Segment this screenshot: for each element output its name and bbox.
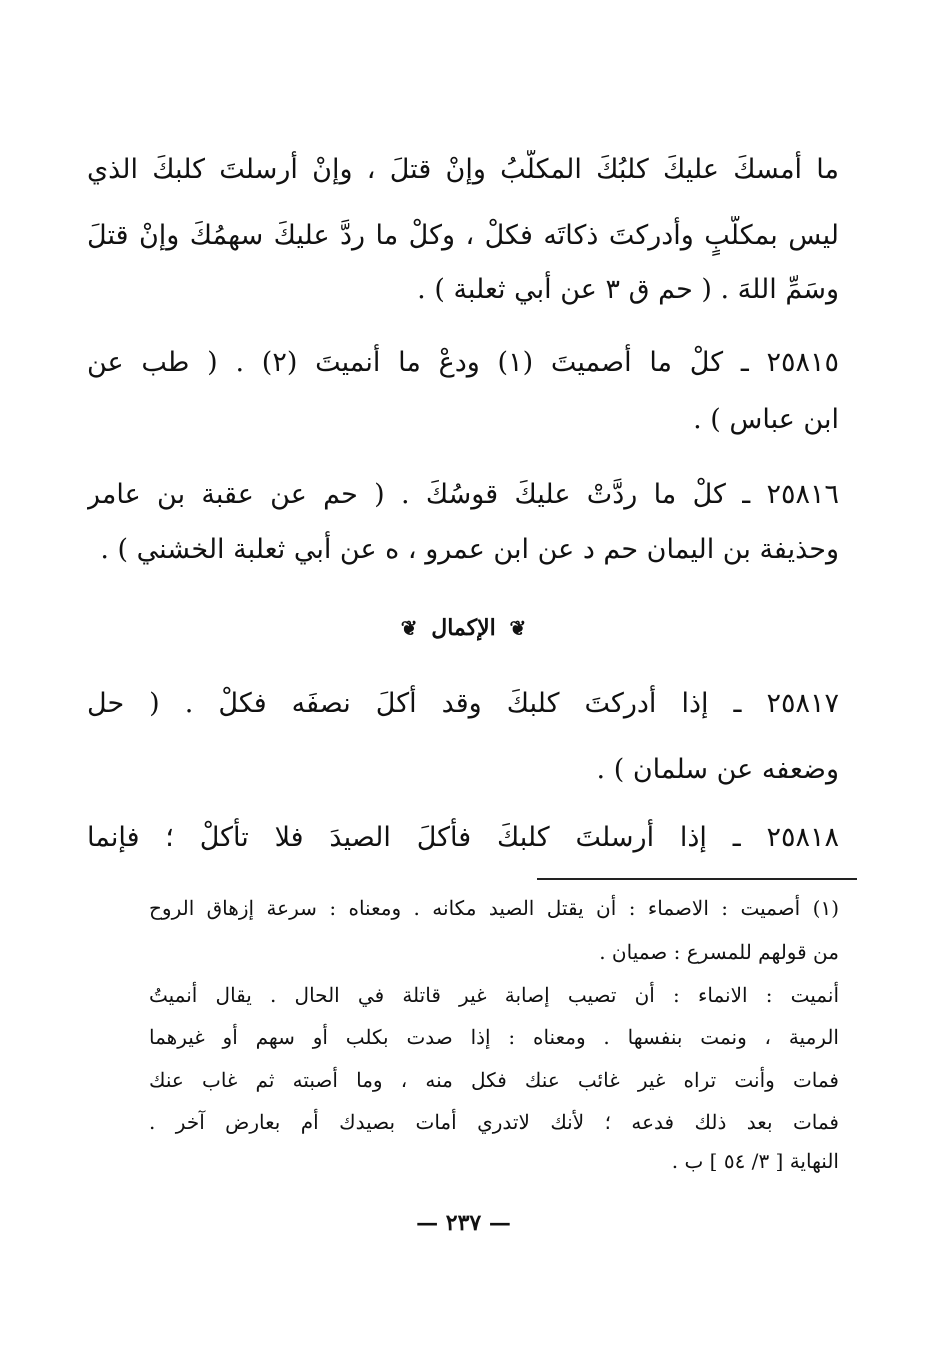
body-line-3: وسَمِّ اللهَ . ( حم ق ٣ عن أبي ثعلبة ) . bbox=[417, 274, 839, 305]
body-line-2: ليس بمكلّبٍ وأدركتَ ذكاتَه فكلْ ، وكلْ ما ردَّ عليكَ سهمُكَ وإنْ قتلَ bbox=[87, 220, 839, 251]
ornament-right-icon: ❦ bbox=[509, 616, 527, 640]
hadith-25817-line-1: ٢٥٨١٧ ـ إذا أدركتَ كلبكَ وقد أكلَ نصفَه فكلْ . ( حل bbox=[87, 688, 839, 719]
footnote-line-2: من قولهم للمسرع : صميان . bbox=[599, 940, 839, 964]
footnote-line-1: (١) أصميت : الاصماء : أن يقتل الصيد مكانه . ومعناه : سرعة إزهاق الروح bbox=[149, 896, 839, 920]
footnote-line-3: أنميت : الانماء : أن تصيب إصابة غير قاتلة في الحال . يقال أنميتُ bbox=[149, 983, 839, 1007]
footnote-line-4: الرمية ، ونمت بنفسها . ومعناه : إذا صدت بكلب أو سهم أو غيرهما bbox=[149, 1025, 839, 1049]
hadith-25815-line-1: ٢٥٨١٥ ـ كلْ ما أصميتَ (١) ودعْ ما أنميتَ (٢) . ( طب عن bbox=[87, 347, 839, 378]
section-heading-text: الإكمال bbox=[431, 615, 496, 641]
body-line-1: ما أمسكَ عليكَ كلبُكَ المكلّبُ وإنْ قتلَ ، وإنْ أرسلتَ كلبكَ الذي bbox=[87, 154, 839, 185]
section-heading bbox=[0, 608, 927, 648]
hadith-25817-line-2: وضعفه عن سلمان ) . bbox=[596, 754, 839, 785]
footnote-line-5: فمات وأنت تراه غير غائب عنك فكل منه ، وما أصبته ثم غاب عنك bbox=[149, 1068, 839, 1092]
hadith-25816-line-1: ٢٥٨١٦ ـ كلْ ما ردَّتْ عليكَ قوسُكَ . ( حم عن عقبة بن عامر bbox=[87, 479, 839, 510]
ornament-left-icon: ❦ bbox=[400, 616, 418, 640]
hadith-25818-line-1: ٢٥٨١٨ ـ إذا أرسلتَ كلبكَ فأكلَ الصيدَ فلا تأكلْ ؛ فإنما bbox=[87, 822, 839, 853]
footnote-line-6: فمات بعد ذلك فدعه ؛ لأنك لاتدري أمات بصيدك أم بعارض آخر . bbox=[149, 1110, 839, 1134]
hadith-25816-line-2: وحذيفة بن اليمان حم د عن ابن عمرو ، ه عن أبي ثعلبة الخشني ) . bbox=[100, 534, 839, 565]
footnote-line-7: النهاية [ ٣/ ٥٤ ] ب . bbox=[671, 1149, 839, 1173]
page-number: — ٢٣٧ — bbox=[416, 1210, 511, 1236]
hadith-25815-line-2: ابن عباس ) . bbox=[693, 404, 839, 435]
footnote-divider bbox=[537, 878, 857, 880]
